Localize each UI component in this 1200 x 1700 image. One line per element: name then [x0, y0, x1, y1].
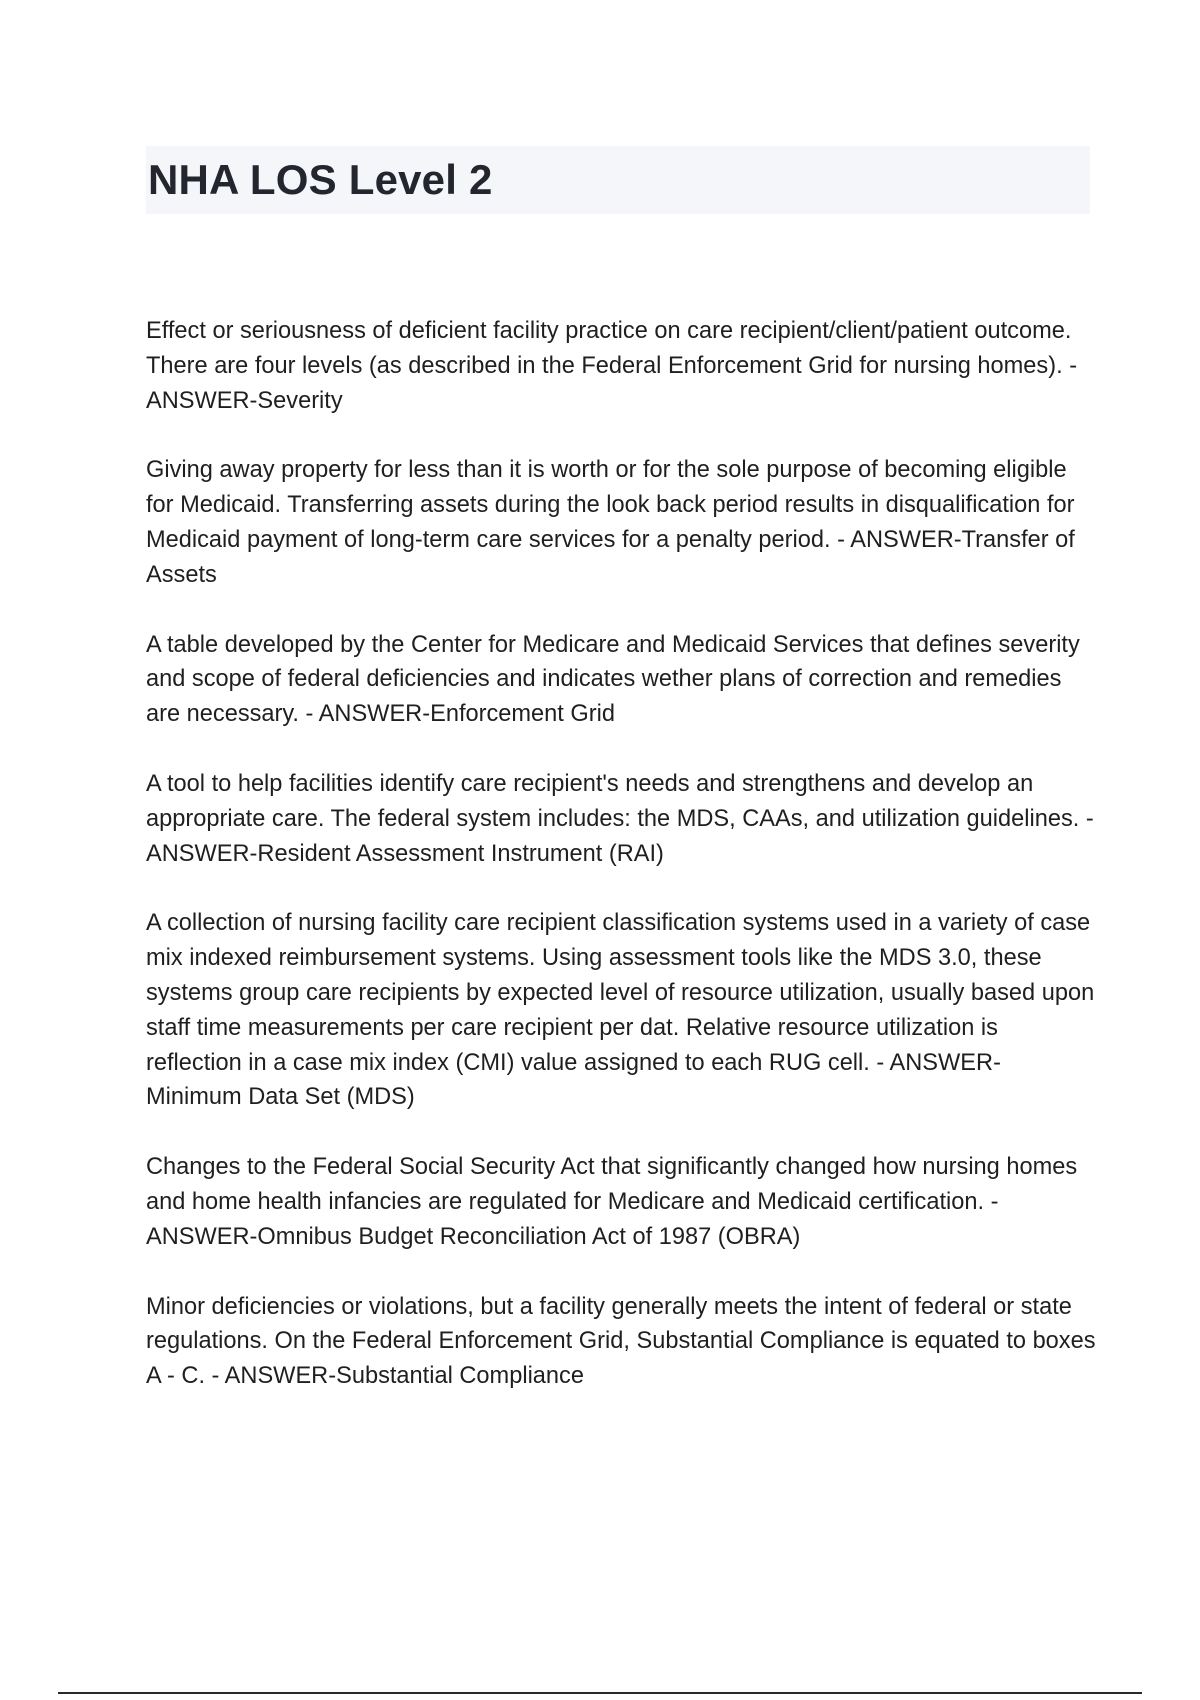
qa-question: Effect or seriousness of deficient facility practice on care recipient/client/patient outcome. There are four levels (as described in the Federal Enforcement Grid for nursing homes). — [146, 318, 1072, 379]
title-band — [146, 146, 1090, 214]
qa-answer: Substantial Compliance — [336, 1363, 584, 1390]
qa-question: Changes to the Federal Social Security Act that significantly changed how nursing homes and home health infancies are regulated for Medicare and Medicaid certification. — [146, 1154, 1078, 1215]
qa-question: A table developed by the Center for Medicare and Medicaid Services that defines severity and scope of federal deficiencies and indicates wether plans of correction and remedies are necessary. — [146, 631, 1080, 728]
qa-item-obra — [146, 1150, 1096, 1254]
qa-answer: Enforcement Grid — [430, 701, 615, 728]
qa-answer: Minimum Data Set (MDS) — [146, 1084, 415, 1111]
answer-separator: - ANSWER- — [146, 1188, 999, 1250]
footer-rule — [58, 1692, 1142, 1694]
answer-separator: - ANSWER- — [205, 1363, 337, 1390]
qa-question: A tool to help facilities identify care recipient's needs and strengthens and develop an appropriate care. The federal system includes: the MDS, CAAs, and utilization guidelines. — [146, 770, 1080, 832]
qa-list — [146, 314, 1096, 1429]
qa-answer: Severity — [257, 387, 343, 414]
page-title: NHA LOS Level 2 — [148, 156, 493, 203]
qa-answer: Resident Assessment Instrument (RAI) — [257, 840, 664, 867]
qa-answer: Transfer of Assets — [146, 526, 1075, 588]
qa-question: A collection of nursing facility care recipient classification systems used in a variety of case mix indexed reimbursement systems. Using assessment tools like the MDS 3.0, these systems group care recipients by expected level of resource utilization, usually based upon staff time measurements per care recipient per dat. Relative resource utilization is reflection in a case mix index (CMI) value assigned to each RUG cell. — [146, 910, 1095, 1076]
answer-separator: - ANSWER- — [869, 1049, 1001, 1076]
answer-separator: - ANSWER- — [299, 701, 431, 728]
qa-question: Giving away property for less than it is worth or for the sole purpose of becoming eligible for Medicaid. Transferring assets during the look back period results in disqualification for Medicaid payment of long-term care services for a penalty period. — [146, 457, 1075, 553]
answer-separator: - ANSWER- — [830, 526, 962, 553]
answer-separator: - ANSWER- — [146, 805, 1094, 867]
qa-answer: Omnibus Budget Reconciliation Act of 1987 (OBRA) — [257, 1223, 801, 1250]
qa-item-severity — [146, 314, 1096, 418]
qa-item-rai — [146, 767, 1096, 871]
qa-item-substantial-compliance — [146, 1290, 1096, 1394]
qa-item-mds — [146, 906, 1096, 1115]
qa-question: Minor deficiencies or violations, but a facility generally meets the intent of federal or state regulations. On the Federal Enforcement Grid, Substantial Compliance is equated to boxes A - C. — [146, 1293, 1096, 1390]
answer-separator: - ANSWER- — [146, 352, 1078, 414]
qa-item-transfer-of-assets — [146, 453, 1096, 592]
qa-item-enforcement-grid — [146, 628, 1096, 732]
